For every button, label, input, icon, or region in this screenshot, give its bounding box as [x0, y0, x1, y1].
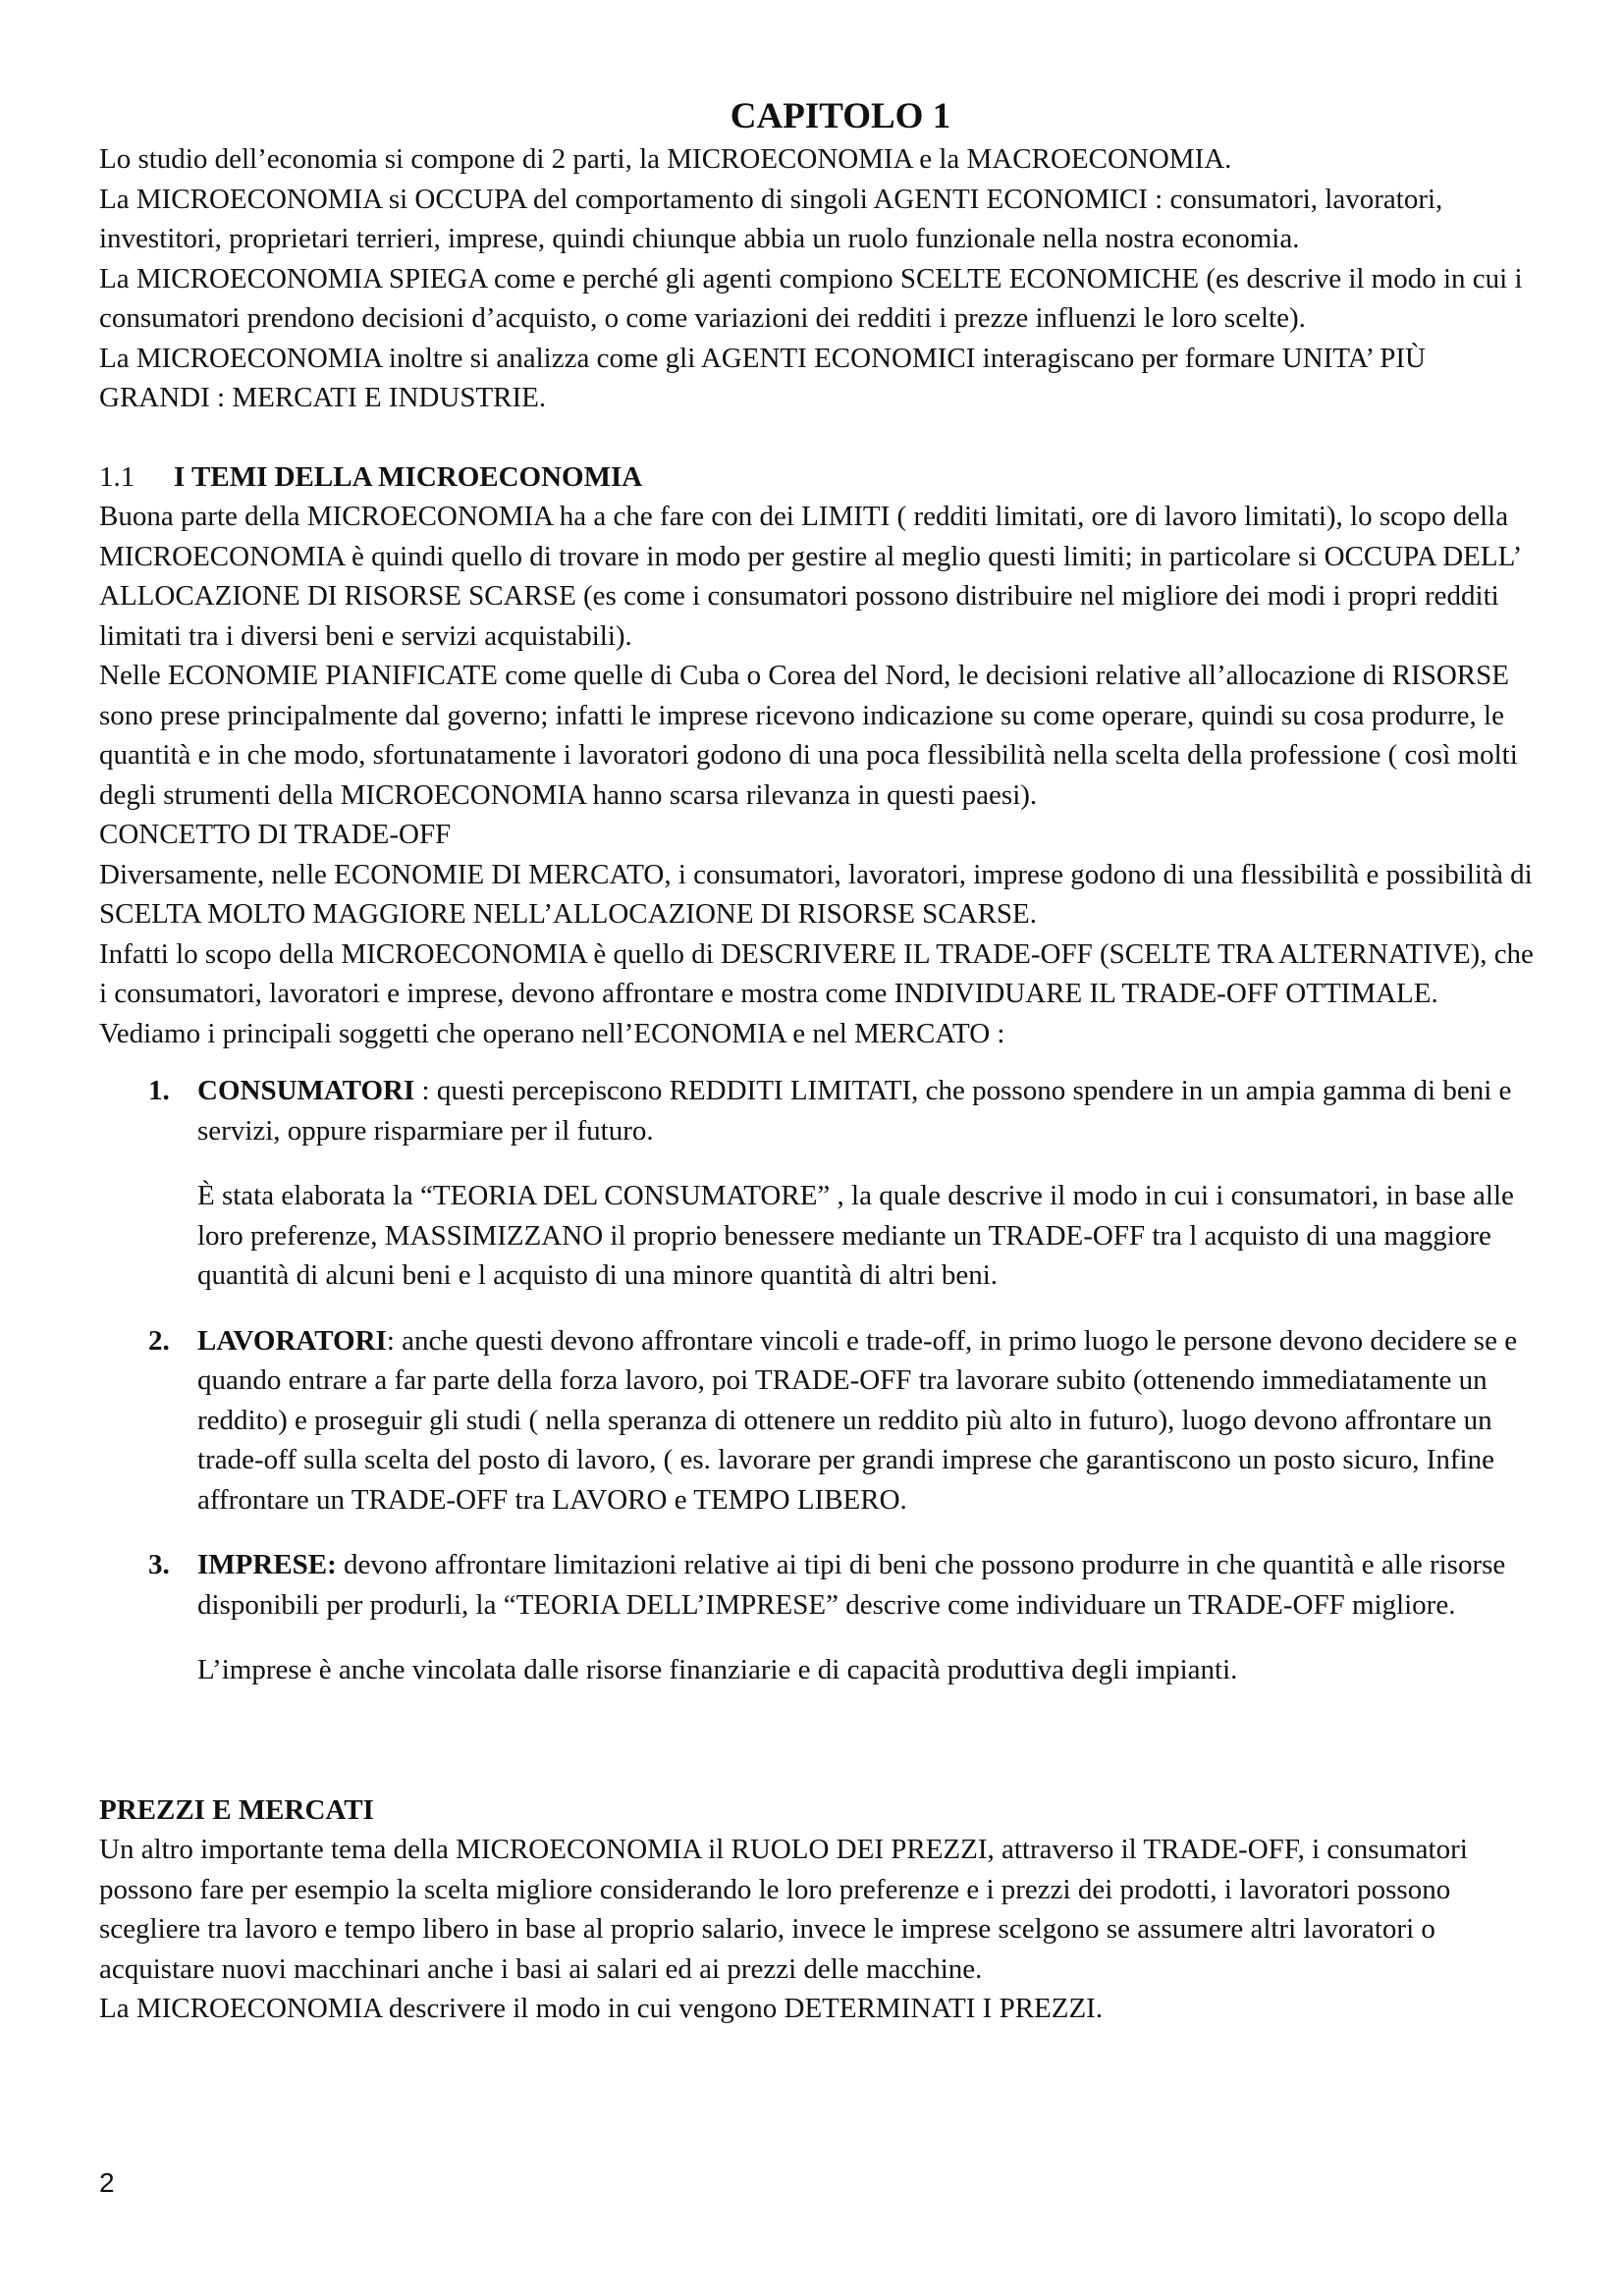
- list-description: devono affrontare limitazioni relative ai tipi di beni che possono produrre in che quantità e alle risorse disponibili per produrli, la “TEORIA DELL’IMPRESE” descrive come individuare un TRADE-OFF migliore.: [197, 1549, 1506, 1621]
- intro-paragraph: Lo studio dell’economia si compone di 2 parti, la MICROECONOMIA e la MACROECONOMIA.: [99, 143, 1232, 175]
- list-item-imprese: [99, 1545, 1542, 1690]
- body-paragraph: Nelle ECONOMIE PIANIFICATE come quelle di Cuba o Corea del Nord, le decisioni relative all’allocazione di RISORSE sono prese principalmente dal governo; infatti le imprese ricevono indicazione su come operare, quindi su cosa produrre, le quantità e in che modo, sfortunatamente i lavoratori godono di una poca flessibilità nella scelta della professione ( così molti degli strumenti della MICROECONOMIA hanno scarsa rilevanza in questi paesi).: [99, 660, 1518, 811]
- list-term: IMPRESE:: [197, 1549, 337, 1580]
- body-paragraph: Vediamo i principali soggetti che operano nell’ECONOMIA e nel MERCATO :: [99, 1017, 1005, 1049]
- list-item-consumatori: [99, 1071, 1542, 1296]
- spacer: [99, 1716, 1542, 1790]
- list-item-text: [197, 1545, 1542, 1625]
- list-item-extra: L’imprese è anche vincolata dalle risorse finanziarie e di capacità produttiva degli impianti.: [197, 1654, 1238, 1685]
- intro-paragraph: La MICROECONOMIA SPIEGA come e perché gli agenti compiono SCELTE ECONOMICHE (es descrive il modo in cui i consumatori prendono decisioni d’acquisto, o come variazioni dei redditi i prezze influenzi le loro scelte).: [99, 262, 1523, 334]
- list-item-text: [197, 1071, 1542, 1150]
- body-paragraph: La MICROECONOMIA descrivere il modo in cui vengono DETERMINATI I PREZZI.: [99, 1993, 1104, 2024]
- page-content: [99, 94, 1542, 2029]
- spacer: [99, 418, 1542, 457]
- intro-paragraph: La MICROECONOMIA inoltre si analizza come gli AGENTI ECONOMICI interagiscano per formare UNITA’ PIÙ GRANDI : MERCATI E INDUSTRIE.: [99, 342, 1426, 413]
- list-item-text: [197, 1321, 1542, 1521]
- subjects-list: [99, 1071, 1542, 1690]
- chapter-title: CAPITOLO 1: [730, 96, 951, 136]
- body-paragraph: Diversamente, nelle ECONOMIE DI MERCATO, i consumatori, lavoratori, imprese godono di una flessibilità e possibilità di SCELTA MOLTO MAGGIORE NELL’ALLOCAZIONE DI RISORSE SCARSE.: [99, 858, 1533, 930]
- intro-block: [99, 139, 1542, 418]
- section-number: 1.1: [99, 460, 135, 493]
- list-description: : anche questi devono affrontare vincoli e trade-off, in primo luogo le persone devono decidere se e quando entrare a far parte della forza lavoro, poi TRADE-OFF tra lavorare subito (ottenendo immediatamente un reddito) e proseguir gli studi ( nella speranza di ottenere un reddito più alto in futuro), luogo devono affrontare un trade-off sulla scelta del posto di lavoro, ( es. lavorare per grandi imprese che garantiscono un posto sicuro, Infine affrontare un TRADE-OFF tra LAVORO e TEMPO LIBERO.: [197, 1324, 1518, 1516]
- section-body: [99, 497, 1542, 1053]
- list-item-lavoratori: [99, 1321, 1542, 1521]
- body-paragraph: Infatti lo scopo della MICROECONOMIA è quello di DESCRIVERE IL TRADE-OFF (SCELTE TRA ALTERNATIVE), che i consumatori, lavoratori e imprese, devono affrontare e mostra come INDIVIDUARE IL TRADE-OFF OTTIMALE.: [99, 937, 1534, 1009]
- list-term: CONSUMATORI: [197, 1075, 415, 1106]
- page-number: 2: [99, 2167, 115, 2198]
- section-heading: [99, 457, 1542, 498]
- prices-section: [99, 1790, 1542, 2029]
- list-marker: 2.: [148, 1324, 170, 1357]
- prices-heading: PREZZI E MERCATI: [99, 1793, 374, 1826]
- intro-paragraph: La MICROECONOMIA si OCCUPA del comportamento di singoli AGENTI ECONOMICI : consumatori, lavoratori, investitori, proprietari terrieri, imprese, quindi chiunque abbia un ruolo funzionale nella nostra economia.: [99, 183, 1443, 254]
- list-description: : questi percepiscono REDDITI LIMITATI, che possono spendere in un ampia gamma di beni e servizi, oppure risparmiare per il futuro.: [197, 1075, 1512, 1147]
- list-marker: 3.: [148, 1549, 170, 1580]
- list-item-extra: È stata elaborata la “TEORIA DEL CONSUMATORE” , la quale descrive il modo in cui i consumatori, in base alle loro preferenze, MASSIMIZZANO il proprio benessere mediante un TRADE-OFF tra l acquisto di una maggiore quantità di alcuni beni e l acquisto di una minore quantità di altri beni.: [197, 1180, 1514, 1291]
- body-paragraph: Buona parte della MICROECONOMIA ha a che fare con dei LIMITI ( redditi limitati, ore di lavoro limitati), lo scopo della MICROECONOMIA è quindi quello di trovare in modo per gestire al meglio questi limiti; in particolare si OCCUPA DELL’ ALLOCAZIONE DI RISORSE SCARSE (es come i consumatori possono distribuire nel migliore dei modi i propri redditi limitati tra i diversi beni e servizi acquistabili).: [99, 501, 1521, 652]
- list-term: LAVORATORI: [197, 1324, 387, 1357]
- section-title: I TEMI DELLA MICROECONOMIA: [174, 460, 643, 493]
- subheading-trade-off: CONCETTO DI TRADE-OFF: [99, 819, 452, 850]
- body-paragraph: Un altro importante tema della MICROECONOMIA il RUOLO DEI PREZZI, attraverso il TRADE-OFF, i consumatori possono fare per esempio la scelta migliore considerando le loro preferenze e i prezzi dei prodotti, i lavoratori possono scegliere tra lavoro e tempo libero in base al proprio salario, invece le imprese scelgono se assumere altri lavoratori o acquistare nuovi macchinari anche i basi ai salari ed ai prezzi delle macchine.: [99, 1834, 1468, 1985]
- list-marker: 1.: [148, 1075, 170, 1106]
